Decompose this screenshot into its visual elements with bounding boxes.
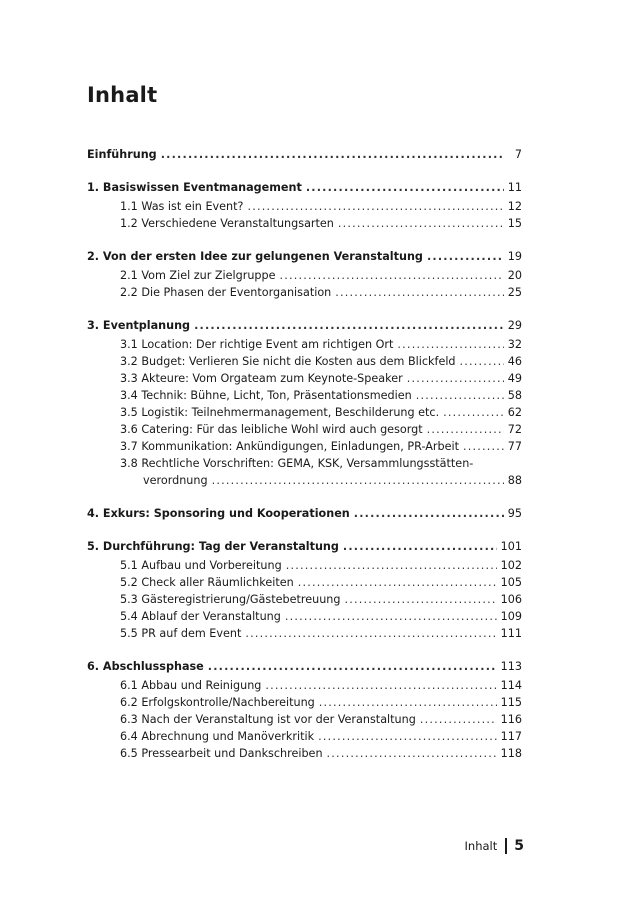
dot-leader: [265, 677, 496, 694]
toc-entry-label: 1.1 Was ist ein Event?: [120, 200, 244, 213]
toc-entry-label: 2.2 Die Phasen der Eventorganisation: [120, 286, 332, 299]
toc-chapter-label: 5. Durchführung: Tag der Veranstaltung: [87, 540, 339, 553]
dot-leader: [194, 317, 504, 334]
toc-entry-label: 6.3 Nach der Veranstaltung ist vor der Veranstaltung: [120, 713, 416, 726]
toc-entry-label: 3.2 Budget: Verlieren Sie nicht die Kosten aus dem Blickfeld: [120, 355, 456, 368]
footer-label: Inhalt: [464, 839, 498, 853]
dot-leader: [247, 198, 503, 215]
dot-leader: [286, 557, 497, 574]
toc-entry: [120, 438, 522, 455]
toc-entry-page: 62: [507, 406, 522, 419]
toc-entry: [120, 387, 522, 404]
toc-entry-label: 3.7 Kommunikation: Ankündigungen, Einladungen, PR-Arbeit: [120, 440, 459, 453]
toc-entry: [120, 215, 522, 232]
dot-leader: [245, 625, 496, 642]
toc-entry: [120, 694, 522, 711]
toc-entry: [120, 267, 522, 284]
toc-chapter: [87, 505, 522, 522]
toc-entry-page: 111: [500, 627, 522, 640]
toc-entry-label: 3.3 Akteure: Vom Orgateam zum Keynote-Speaker: [120, 372, 403, 385]
dot-leader: [463, 438, 504, 455]
toc-entry-continuation: [143, 472, 522, 489]
toc-entry-page: 46: [507, 355, 522, 368]
toc-entry-label: 3.5 Logistik: Teilnehmermanagement, Beschilderung etc.: [120, 406, 440, 419]
toc-entry: [120, 711, 522, 728]
toc-chapter: [87, 317, 522, 334]
toc-entry: [120, 421, 522, 438]
dot-leader: [338, 215, 504, 232]
toc-entry-page: 106: [500, 593, 522, 606]
dot-leader: [335, 284, 503, 301]
toc-chapter-page: 95: [507, 507, 522, 520]
toc-chapter: [87, 248, 522, 265]
toc-entry: [120, 591, 522, 608]
toc-chapter: [87, 179, 522, 196]
toc-entry-page: 105: [500, 576, 522, 589]
dot-leader: [427, 421, 504, 438]
toc-chapter-page: 11: [507, 181, 522, 194]
toc-chapter: [87, 658, 522, 675]
toc-chapter-page: 101: [500, 540, 522, 553]
toc-entry: [120, 557, 522, 574]
toc-chapter-page: 113: [500, 660, 522, 673]
dot-leader: [343, 538, 497, 555]
toc-chapter-page: 19: [507, 250, 522, 263]
toc-chapter-page: 29: [507, 319, 522, 332]
toc-entry-label: 5.2 Check aller Räumlichkeiten: [120, 576, 294, 589]
toc-entry-label: 5.5 PR auf dem Event: [120, 627, 242, 640]
toc-entry-label: 6.2 Erfolgskontrolle/Nachbereitung: [120, 696, 315, 709]
dot-leader: [212, 472, 504, 489]
toc-entry: [120, 404, 522, 421]
toc-chapter-label: 6. Abschlussphase: [87, 660, 204, 673]
toc-entry-page: 72: [507, 423, 522, 436]
dot-leader: [407, 370, 504, 387]
toc-chapter: [87, 146, 522, 163]
toc-entry-page: 25: [507, 286, 522, 299]
dot-leader: [420, 711, 497, 728]
toc-entry: [120, 574, 522, 591]
dot-leader: [318, 728, 497, 745]
toc-entry-page: 102: [500, 559, 522, 572]
toc-entry-page: 118: [500, 747, 522, 760]
toc-chapter-label: 3. Eventplanung: [87, 319, 191, 332]
toc-entry-page: 58: [507, 389, 522, 402]
toc-entry-label: 5.1 Aufbau und Vorbereitung: [120, 559, 282, 572]
toc-entry: [120, 677, 522, 694]
toc-entry-continuation-label: verordnung: [143, 474, 208, 487]
dot-leader: [319, 694, 497, 711]
dot-leader: [327, 745, 497, 762]
toc-entry-label: 6.5 Pressearbeit und Dankschreiben: [120, 747, 323, 760]
toc-entry-label: 3.1 Location: Der richtige Event am richtigen Ort: [120, 338, 394, 351]
toc-entry: [120, 370, 522, 387]
page-number: 5: [514, 838, 524, 854]
dot-leader: [285, 608, 497, 625]
toc-entry: [120, 198, 522, 215]
toc-entry-label: 1.2 Verschiedene Veranstaltungsarten: [120, 217, 334, 230]
toc-entry: [120, 608, 522, 625]
dot-leader: [280, 267, 504, 284]
toc-entry-page: 109: [500, 610, 522, 623]
toc-chapter-label: 2. Von der ersten Idee zur gelungenen Veranstaltung: [87, 250, 423, 263]
toc-entry-page: 88: [507, 474, 522, 487]
dot-leader: [306, 179, 504, 196]
toc-entry-page: 77: [507, 440, 522, 453]
toc-entry-page: 117: [500, 730, 522, 743]
toc-entry-label: 6.1 Abbau und Reinigung: [120, 679, 262, 692]
toc-entry: [120, 625, 522, 642]
toc-entry-page: 116: [500, 713, 522, 726]
toc-chapter-label: 4. Exkurs: Sponsoring und Kooperationen: [87, 507, 350, 520]
dot-leader: [161, 146, 504, 163]
toc-entry: [120, 284, 522, 301]
footer-divider: [505, 838, 507, 854]
dot-leader: [416, 387, 504, 404]
toc-entry: [120, 728, 522, 745]
dot-leader: [208, 658, 497, 675]
toc-entry-label: 5.4 Ablauf der Veranstaltung: [120, 610, 281, 623]
toc-entry-label: 6.4 Abrechnung und Manöverkritik: [120, 730, 315, 743]
toc-entry-page: 12: [507, 200, 522, 213]
dot-leader: [344, 591, 496, 608]
toc-entry-page: 15: [507, 217, 522, 230]
toc-entry-page: 49: [507, 372, 522, 385]
dot-leader: [298, 574, 497, 591]
toc-entry-page: 115: [500, 696, 522, 709]
toc-entry-page: 114: [500, 679, 522, 692]
toc-entry: [120, 353, 522, 370]
toc-entry-label: 3.6 Catering: Für das leibliche Wohl wird auch gesorgt: [120, 423, 423, 436]
dot-leader: [354, 505, 504, 522]
toc-chapter: [87, 538, 522, 555]
toc-entry-label: 5.3 Gästeregistrierung/Gästebetreuung: [120, 593, 341, 606]
toc-chapter-page: 7: [514, 148, 522, 161]
page-footer: [465, 838, 524, 854]
dot-leader: [427, 248, 504, 265]
toc-entry-page: 20: [507, 269, 522, 282]
dot-leader: [443, 404, 504, 421]
dot-leader: [460, 353, 504, 370]
toc-entry-label: 3.4 Technik: Bühne, Licht, Ton, Präsentationsmedien: [120, 389, 412, 402]
toc-chapter-label: Einführung: [87, 148, 157, 161]
toc-chapter-label: 1. Basiswissen Eventmanagement: [87, 181, 302, 194]
page-title: Inhalt: [87, 83, 158, 107]
toc-entry: [120, 336, 522, 353]
toc-entry: [120, 745, 522, 762]
toc-entry: [120, 455, 522, 472]
toc-entry-page: 32: [507, 338, 522, 351]
table-of-contents: [87, 146, 522, 762]
toc-entry-label: 3.8 Rechtliche Vorschriften: GEMA, KSK, Versammlungsstätten-: [120, 457, 474, 470]
dot-leader: [397, 336, 503, 353]
toc-entry-label: 2.1 Vom Ziel zur Zielgruppe: [120, 269, 276, 282]
